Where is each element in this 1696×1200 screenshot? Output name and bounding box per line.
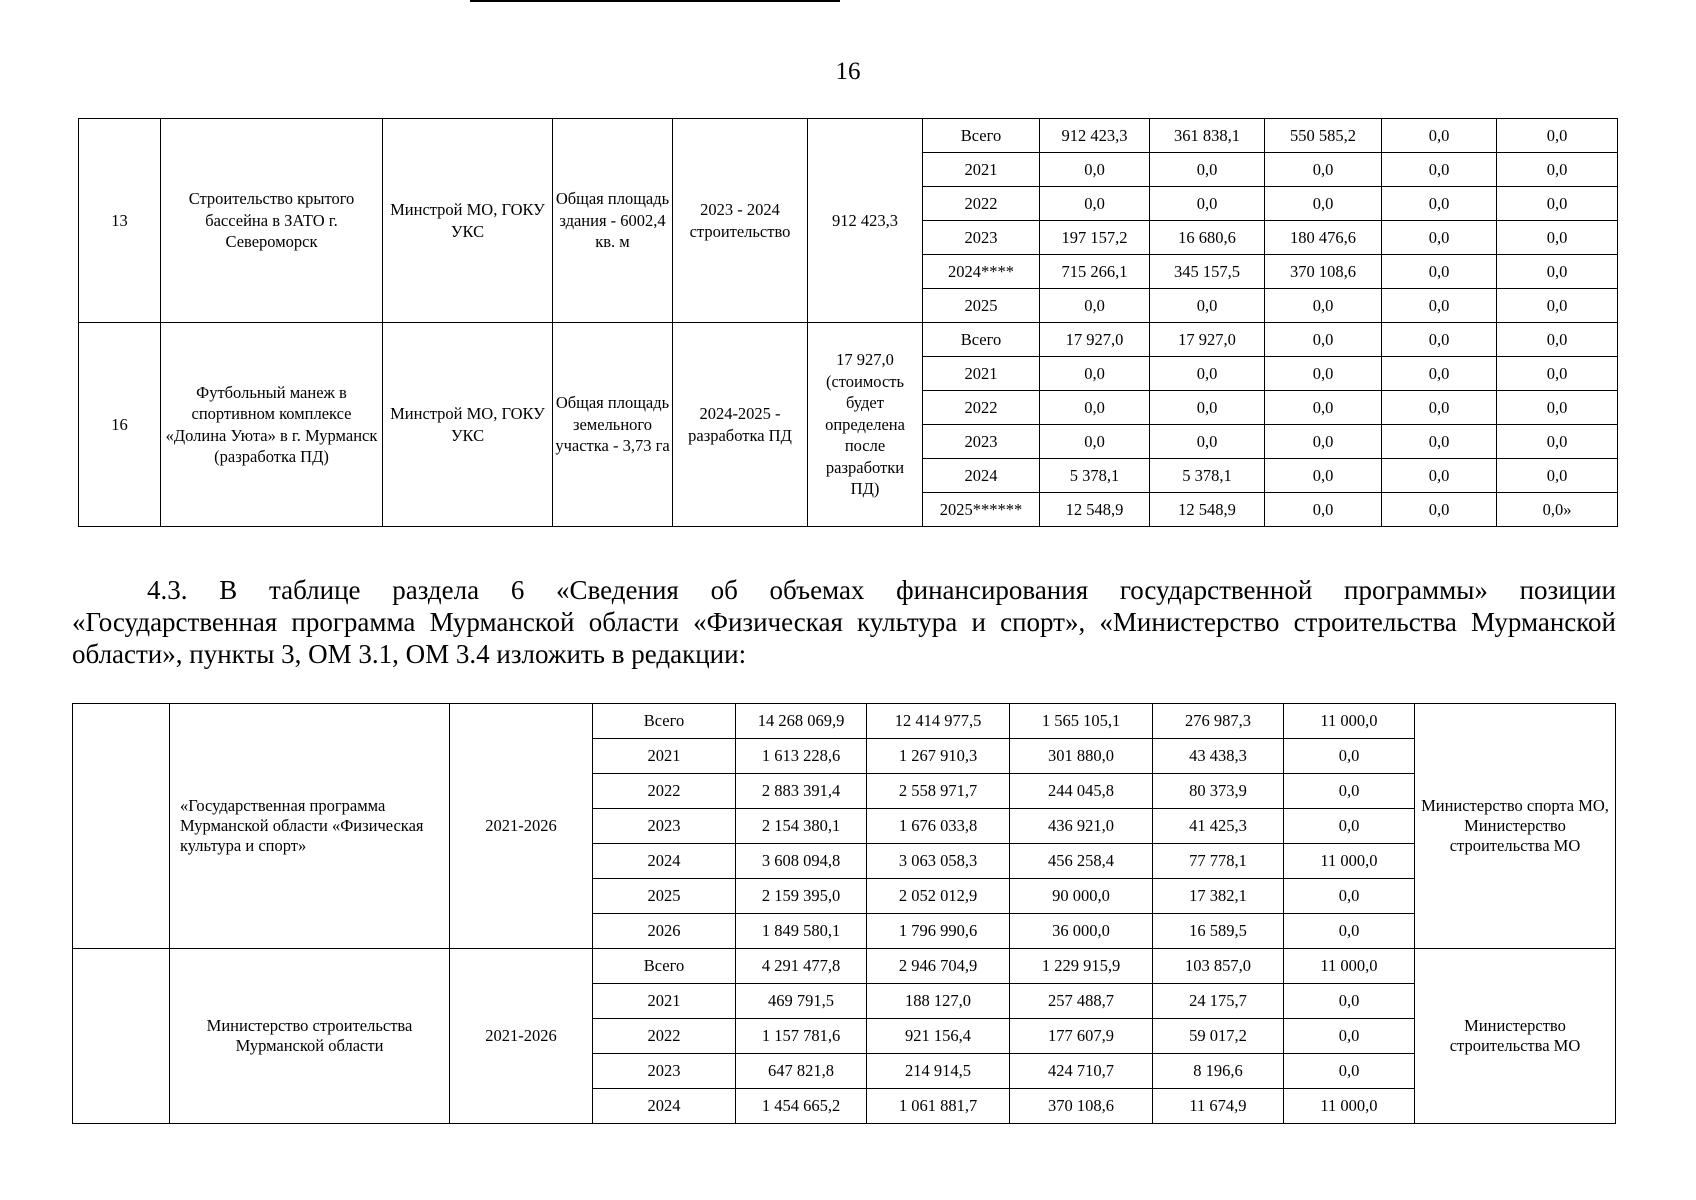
amount-cell: 1 454 665,2 — [736, 1089, 867, 1124]
amount-cell: 1 061 881,7 — [867, 1089, 1010, 1124]
amount-cell: 11 674,9 — [1153, 1089, 1284, 1124]
amount-cell: 180 476,6 — [1265, 221, 1382, 255]
period: 2024-2025 - разработка ПД — [673, 323, 808, 527]
table-row — [79, 119, 1618, 153]
amount-cell: 0,0 — [1382, 289, 1497, 323]
estimated-cost: 912 423,3 — [808, 119, 923, 323]
amount-cell: 0,0 — [1284, 774, 1415, 809]
amount-cell: 59 017,2 — [1153, 1019, 1284, 1054]
amount-cell: 0,0 — [1382, 119, 1497, 153]
year-cell: Всего — [923, 119, 1040, 153]
amount-cell: 0,0 — [1040, 425, 1150, 459]
capacity: Общая площадь здания - 6002,4 кв. м — [553, 119, 673, 323]
amount-cell: 17 382,1 — [1153, 879, 1284, 914]
amount-cell: 0,0 — [1265, 323, 1382, 357]
amount-cell: 0,0 — [1497, 357, 1618, 391]
amount-cell: 2 558 971,7 — [867, 774, 1010, 809]
amount-cell: 2 154 380,1 — [736, 809, 867, 844]
amount-cell: 0,0 — [1284, 1019, 1415, 1054]
row-number — [73, 704, 170, 949]
year-cell: 2024**** — [923, 255, 1040, 289]
amount-cell: 647 821,8 — [736, 1054, 867, 1089]
amount-cell: 0,0 — [1497, 221, 1618, 255]
object-name: Футбольный манеж в спортивном комплексе «Долина Уюта» в г. Мурманск (разработка ПД) — [161, 323, 383, 527]
amount-cell: 0,0 — [1040, 153, 1150, 187]
amount-cell: 0,0 — [1382, 323, 1497, 357]
table-row — [79, 323, 1618, 357]
year-cell: 2022 — [923, 391, 1040, 425]
executor: Минстрой МО, ГОКУ УКС — [383, 323, 553, 527]
amount-cell: 43 438,3 — [1153, 739, 1284, 774]
amount-cell: 12 548,9 — [1150, 493, 1265, 527]
row-number — [73, 949, 170, 1124]
amount-cell: 361 838,1 — [1150, 119, 1265, 153]
amount-cell: 24 175,7 — [1153, 984, 1284, 1019]
year-cell: 2026 — [593, 914, 736, 949]
amount-cell: 0,0 — [1265, 153, 1382, 187]
amount-cell: 0,0 — [1150, 187, 1265, 221]
amount-cell: 0,0 — [1150, 391, 1265, 425]
paragraph-line-1: 4.3. В таблице раздела 6 «Сведения об объемах финансирования государственной программы» позиции — [147, 575, 1616, 605]
amount-cell: 0,0 — [1284, 809, 1415, 844]
amount-cell: 3 063 058,3 — [867, 844, 1010, 879]
amount-cell: 0,0 — [1382, 391, 1497, 425]
year-cell: Всего — [593, 949, 736, 984]
amount-cell: 921 156,4 — [867, 1019, 1010, 1054]
amount-cell: 188 127,0 — [867, 984, 1010, 1019]
amount-cell: 1 849 580,1 — [736, 914, 867, 949]
amount-cell: 11 000,0 — [1284, 844, 1415, 879]
amount-cell: 0,0 — [1265, 391, 1382, 425]
amount-cell: 5 378,1 — [1150, 459, 1265, 493]
amount-cell: 0,0 — [1497, 323, 1618, 357]
amount-cell: 0,0 — [1284, 914, 1415, 949]
amount-cell: 0,0 — [1040, 289, 1150, 323]
year-cell: 2023 — [923, 221, 1040, 255]
amount-cell: 197 157,2 — [1040, 221, 1150, 255]
amount-cell: 244 045,8 — [1010, 774, 1153, 809]
program-name: «Государственная программа Мурманской области «Физическая культура и спорт» — [170, 704, 450, 949]
year-cell: 2025****** — [923, 493, 1040, 527]
amount-cell: 436 921,0 — [1010, 809, 1153, 844]
amount-cell: 0,0 — [1265, 459, 1382, 493]
amount-cell: 2 946 704,9 — [867, 949, 1010, 984]
year-cell: 2024 — [923, 459, 1040, 493]
amount-cell: 370 108,6 — [1010, 1089, 1153, 1124]
amount-cell: 0,0 — [1150, 289, 1265, 323]
amount-cell: 0,0 — [1497, 459, 1618, 493]
amount-cell: 0,0 — [1382, 221, 1497, 255]
year-cell: 2022 — [593, 1019, 736, 1054]
year-cell: 2021 — [923, 153, 1040, 187]
amount-cell: 0,0 — [1497, 255, 1618, 289]
amount-cell: 0,0 — [1040, 187, 1150, 221]
table-row — [73, 949, 1616, 984]
amount-cell: 0,0 — [1284, 739, 1415, 774]
amount-cell: 36 000,0 — [1010, 914, 1153, 949]
amount-cell: 1 229 915,9 — [1010, 949, 1153, 984]
amount-cell: 103 857,0 — [1153, 949, 1284, 984]
period: 2023 - 2024 строительство — [673, 119, 808, 323]
amount-cell: 301 880,0 — [1010, 739, 1153, 774]
amount-cell: 0,0 — [1284, 984, 1415, 1019]
program-name: Министерство строительства Мурманской области — [170, 949, 450, 1124]
amount-cell: 0,0 — [1040, 357, 1150, 391]
amount-cell: 90 000,0 — [1010, 879, 1153, 914]
year-cell: 2024 — [593, 844, 736, 879]
amount-cell: 1 157 781,6 — [736, 1019, 867, 1054]
amount-cell: 0,0 — [1265, 187, 1382, 221]
amount-cell: 0,0 — [1382, 493, 1497, 527]
amount-cell: 11 000,0 — [1284, 1089, 1415, 1124]
amount-cell: 0,0 — [1382, 255, 1497, 289]
amount-cell: 0,0 — [1382, 425, 1497, 459]
amount-cell: 0,0 — [1497, 187, 1618, 221]
amount-cell: 0,0 — [1382, 153, 1497, 187]
amount-cell: 11 000,0 — [1284, 704, 1415, 739]
paragraph-rest: «Государственная программа Мурманской области «Физическая культура и спорт», «Министерство строительства Мурманской области», пункты 3, ОМ 3.1, ОМ 3.4 изложить в редакции: — [72, 607, 1616, 669]
amount-cell: 77 778,1 — [1153, 844, 1284, 879]
amount-cell: 0,0 — [1497, 153, 1618, 187]
year-cell: 2022 — [923, 187, 1040, 221]
amount-cell: 16 680,6 — [1150, 221, 1265, 255]
amount-cell: 257 488,7 — [1010, 984, 1153, 1019]
amount-cell: 0,0» — [1497, 493, 1618, 527]
amount-cell: 2 159 395,0 — [736, 879, 867, 914]
amount-cell: 16 589,5 — [1153, 914, 1284, 949]
amount-cell: 0,0 — [1497, 119, 1618, 153]
amount-cell: 17 927,0 — [1150, 323, 1265, 357]
responsible-executor: Министерство строительства МО — [1415, 949, 1616, 1124]
amount-cell: 0,0 — [1265, 425, 1382, 459]
amount-cell: 14 268 069,9 — [736, 704, 867, 739]
amount-cell: 0,0 — [1150, 425, 1265, 459]
year-cell: 2022 — [593, 774, 736, 809]
amount-cell: 214 914,5 — [867, 1054, 1010, 1089]
row-number: 13 — [79, 119, 161, 323]
object-name: Строительство крытого бассейна в ЗАТО г. Североморск — [161, 119, 383, 323]
year-cell: Всего — [923, 323, 1040, 357]
amount-cell: 177 607,9 — [1010, 1019, 1153, 1054]
capacity: Общая площадь земельного участка - 3,73 га — [553, 323, 673, 527]
amount-cell: 1 796 990,6 — [867, 914, 1010, 949]
amount-cell: 0,0 — [1265, 357, 1382, 391]
amount-cell: 5 378,1 — [1040, 459, 1150, 493]
amount-cell: 0,0 — [1150, 357, 1265, 391]
amount-cell: 4 291 477,8 — [736, 949, 867, 984]
amount-cell: 0,0 — [1265, 493, 1382, 527]
amount-cell: 2 052 012,9 — [867, 879, 1010, 914]
amount-cell: 456 258,4 — [1010, 844, 1153, 879]
amount-cell: 80 373,9 — [1153, 774, 1284, 809]
amount-cell: 17 927,0 — [1040, 323, 1150, 357]
table-row — [73, 704, 1616, 739]
executor: Минстрой МО, ГОКУ УКС — [383, 119, 553, 323]
amount-cell: 0,0 — [1284, 879, 1415, 914]
construction-objects-table — [78, 118, 1618, 527]
amount-cell: 41 425,3 — [1153, 809, 1284, 844]
amount-cell: 11 000,0 — [1284, 949, 1415, 984]
year-cell: 2025 — [923, 289, 1040, 323]
amount-cell: 12 414 977,5 — [867, 704, 1010, 739]
amount-cell: 715 266,1 — [1040, 255, 1150, 289]
amount-cell: 2 883 391,4 — [736, 774, 867, 809]
year-cell: 2021 — [593, 984, 736, 1019]
amount-cell: 424 710,7 — [1010, 1054, 1153, 1089]
amount-cell: 1 613 228,6 — [736, 739, 867, 774]
amount-cell: 0,0 — [1382, 459, 1497, 493]
amount-cell: 8 196,6 — [1153, 1054, 1284, 1089]
amount-cell: 0,0 — [1497, 425, 1618, 459]
amount-cell: 345 157,5 — [1150, 255, 1265, 289]
amount-cell: 912 423,3 — [1040, 119, 1150, 153]
amount-cell: 0,0 — [1382, 357, 1497, 391]
amount-cell: 0,0 — [1497, 391, 1618, 425]
amount-cell: 1 267 910,3 — [867, 739, 1010, 774]
amount-cell: 0,0 — [1382, 187, 1497, 221]
amount-cell: 0,0 — [1284, 1054, 1415, 1089]
amount-cell: 276 987,3 — [1153, 704, 1284, 739]
row-number: 16 — [79, 323, 161, 527]
amendment-paragraph — [72, 574, 1616, 670]
year-cell: 2023 — [593, 1054, 736, 1089]
responsible-executor: Министерство спорта МО, Министерство строительства МО — [1415, 704, 1616, 949]
year-cell: 2021 — [923, 357, 1040, 391]
amount-cell: 1 676 033,8 — [867, 809, 1010, 844]
year-cell: Всего — [593, 704, 736, 739]
financing-table — [72, 703, 1616, 1124]
amount-cell: 3 608 094,8 — [736, 844, 867, 879]
year-cell: 2025 — [593, 879, 736, 914]
page-number: 16 — [835, 58, 861, 85]
amount-cell: 12 548,9 — [1040, 493, 1150, 527]
amount-cell: 1 565 105,1 — [1010, 704, 1153, 739]
year-cell: 2021 — [593, 739, 736, 774]
period: 2021-2026 — [450, 704, 593, 949]
amount-cell: 0,0 — [1265, 289, 1382, 323]
amount-cell: 550 585,2 — [1265, 119, 1382, 153]
amount-cell: 0,0 — [1150, 153, 1265, 187]
amount-cell: 0,0 — [1040, 391, 1150, 425]
year-cell: 2024 — [593, 1089, 736, 1124]
year-cell: 2023 — [923, 425, 1040, 459]
top-rule — [470, 0, 840, 2]
amount-cell: 469 791,5 — [736, 984, 867, 1019]
amount-cell: 0,0 — [1497, 289, 1618, 323]
estimated-cost: 17 927,0 (стоимость будет определена после разработки ПД) — [808, 323, 923, 527]
year-cell: 2023 — [593, 809, 736, 844]
amount-cell: 370 108,6 — [1265, 255, 1382, 289]
period: 2021-2026 — [450, 949, 593, 1124]
